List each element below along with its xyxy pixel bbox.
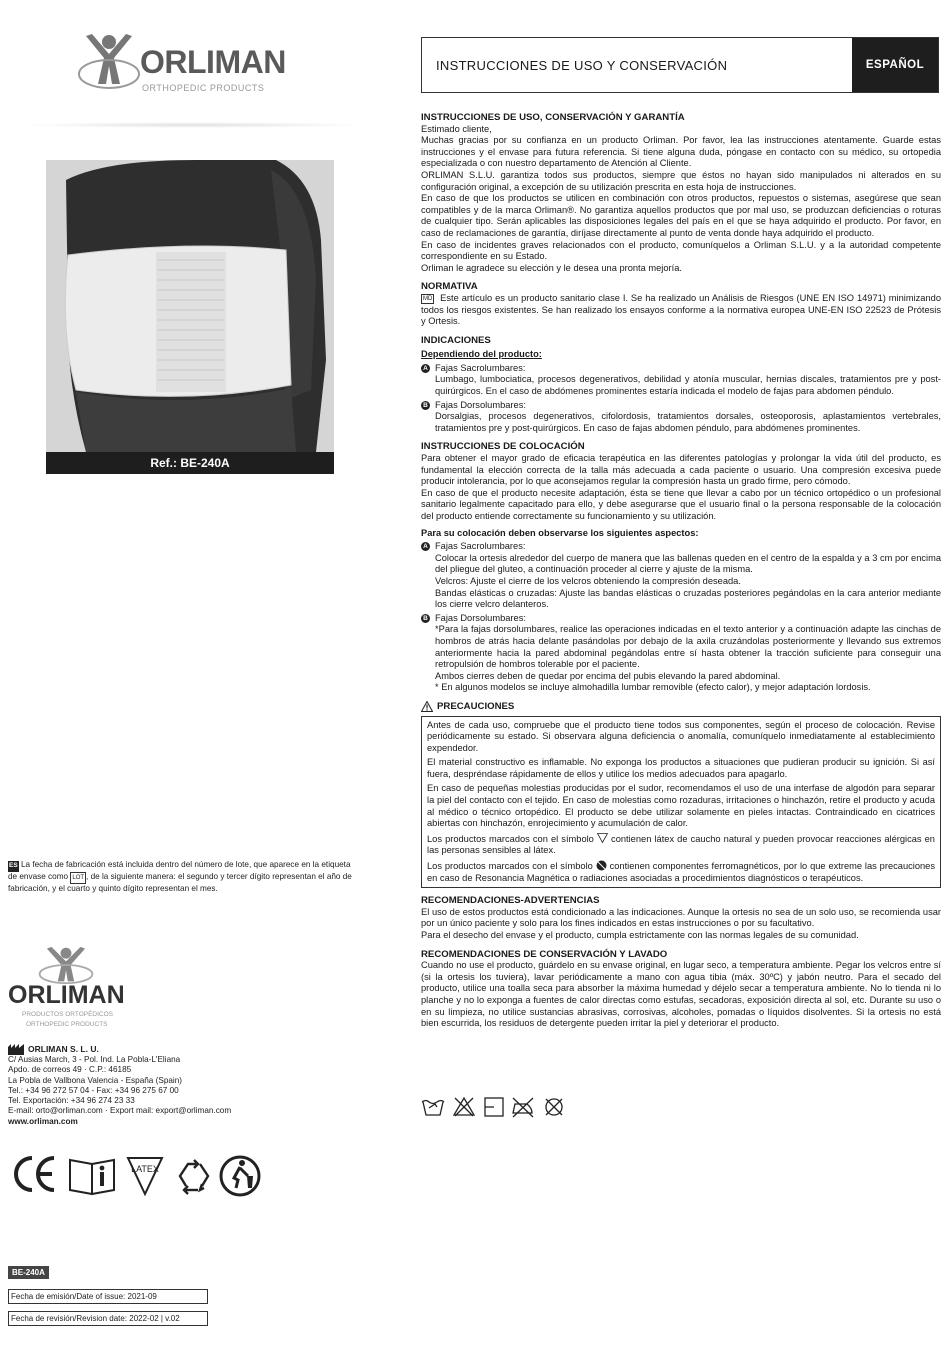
precauciones-box [421, 716, 941, 889]
precauciones-p5a: Los productos marcados con el símbolo [427, 861, 593, 872]
lot-symbol: LOT [70, 872, 86, 885]
product-photo [46, 160, 334, 452]
orliman-figure-icon [78, 28, 140, 90]
recomendaciones-title: RECOMENDACIONES-ADVERTENCIAS [421, 895, 600, 907]
precauciones-title: PRECAUCIONES [437, 700, 515, 712]
usage-p2: ORLIMAN S.L.U. garantiza todos sus productos, siempre que éstos no hayan sido manipulados ni alterados en su configuración original, a excepción de su utilización prescrita en esta hoja de instrucciones. [421, 169, 941, 192]
latex-icon [128, 1158, 162, 1194]
language-badge: ES [8, 861, 19, 872]
lot-note-text-after: , de la siguiente manera: el segundo y tercer dígito representan el año de fabricación, y el cuarto y quinto dígito representan el mes. [8, 871, 352, 893]
brand-subtitle: ORTHOPEDIC PRODUCTS [142, 83, 265, 93]
hand-wash-icon [422, 1101, 444, 1116]
company-address2: Apdo. de correos 49 · C.P.: 46185 [8, 1065, 132, 1075]
usage-greeting: Estimado cliente, [421, 123, 492, 134]
bullet-b-icon: B [421, 401, 430, 410]
colocacion-b-l2: Ambos cierres deben de quedar por encima del pubis elevando la pared abdominal. [435, 670, 781, 681]
document-title: INSTRUCCIONES DE USO Y CONSERVACIÓN [436, 58, 728, 73]
brand-name-bottom: ORLIMAN [8, 981, 125, 1009]
precauciones-p1: Antes de cada uso, compruebe que el producto tiene todos sus componentes, según el proceso de colocación. Revise periódicamente su estado. Si observara alguna deficiencia o anomalía, comuníquelo inmediatamente al establecimiento expendedor. [427, 719, 935, 753]
bullet-a-icon: A [421, 542, 430, 551]
usage-p5: Orliman le agradece su elección y le desea una pronta mejoría. [421, 262, 682, 273]
bullet-b-icon: B [421, 614, 430, 623]
normativa-title: NORMATIVA [421, 281, 478, 293]
orliman-logo-top [78, 28, 308, 98]
mri-unsafe-icon [596, 860, 607, 871]
colocacion-a-l3: Bandas elásticas o cruzadas: Ajuste las bandas elásticas o cruzadas posteriores pegándolas en la cara anterior mediante los cierre velcro delanteros. [435, 587, 941, 610]
colocacion-p2: En caso de que el producto necesite adaptación, ésta se tiene que llevar a cabo por un técnico ortopédico o un profesional sanitario legalmente capacitado para ello, y debe asegurarse que el usuario final o la persona responsable de la colocación del producto entiende correctamente su funcionamiento y su utilización. [421, 487, 941, 521]
language-label: ESPAÑOL [852, 38, 938, 92]
no-tumble-dry-icon [485, 1098, 503, 1116]
recycle-icon [180, 1160, 208, 1194]
colocacion-b-title: Fajas Dorsolumbares: [435, 612, 526, 623]
precauciones-p5b: contienen componentes ferromagnéticos, por lo que extreme las precauciones en caso de Resonancia Magnética o radiaciones asociadas a procedimientos diagnósticos o terapéuticos. [427, 861, 935, 883]
indicaciones-b-text: Dorsalgias, procesos degenerativos, cifolordosis, tratamientos dorsales, osteoporosis, aplastamientos vertebrales, tratamientos pre y post-quirúrgicos. En caso de fajas abdomen péndulo, para abdómenes prominentes. [435, 411, 941, 433]
precauciones-p2: El material constructivo es inflamable. No exponga los productos a situaciones que pudieran producir su ignición. Si así fuera, despréndase rápidamente de ellos y utilice los medios adecuados para apagarlo. [427, 757, 935, 779]
latex-label: LATEX [131, 1164, 159, 1174]
company-email[interactable]: E-mail: orto@orliman.com · Export mail: export@orliman.com [8, 1106, 232, 1116]
usage-p4: En caso de incidentes graves relacionados con el producto, comuníquelos a Orliman S.L.U. y a la autoridad competente correspondiente en su Estado. [421, 239, 941, 262]
colocacion-p1: Para obtener el mayor grado de eficacia terapéutica en las diferentes patologías y prolongar la vida útil del producto, es fundamental la elección correcta de la talla más adecuada a cada paciente o usuario. Una compresión excesiva puede producir intolerancia, por lo que aconsejamos regular la compresión hasta un grado firme, pero cómodo. [421, 453, 941, 487]
colocacion-aspects: Para su colocación deben observarse los siguientes aspectos: [421, 527, 699, 538]
product-ref-label: Ref.: BE-240A [46, 452, 334, 474]
colocacion-b-l3: * En algunos modelos se incluye almohadilla lumbar removible (efecto calor), y mejor adaptación lordosis. [435, 682, 871, 693]
md-symbol: MD [423, 295, 433, 302]
company-address3: La Pobla de Vallbona Valencia - España (Spain) [8, 1075, 183, 1085]
manufacturer-icon [8, 1044, 24, 1055]
instructions-book-icon [70, 1160, 114, 1194]
document-header [421, 37, 939, 93]
colocacion-b-l1: *Para la fajas dorsolumbares, realice las operaciones indicadas en el texto anterior y a continuación adapte las cinchas de hombros de atrás hacia delante pasándolas por debajo de la axila cruzándolas posteriormente y llevando sus extremos anteriormente hacia la pared abdominal pegándolas entre sí hasta obtener la tracción suficiente para conseguir una retropulsión de hombros tolerable por el paciente. [435, 624, 941, 670]
latex-small-icon [597, 833, 608, 843]
company-export-phone: Tel. Exportación: +34 96 274 23 33 [8, 1096, 135, 1106]
usage-title: INSTRUCCIONES DE USO, CONSERVACIÓN Y GARANTÍA [421, 112, 685, 123]
usage-p1: Muchas gracias por su confianza en un producto Orliman. Por favor, lea las instrucciones atentamente. Guarde estas instrucciones y el envase para futura referencia. Si tiene alguna duda, póngase en contacto con su médico, su ortopedia especializada o con nuestro departamento de Atención al Cliente. [421, 135, 941, 169]
recomendaciones-p1: El uso de estos productos está condicionado a las indicaciones. Aunque la ortesis no sea de un solo uso, se recomienda usar por un único paciente y solo para los fines indicados en estas instrucciones o por su facultativo. [421, 906, 941, 929]
colocacion-title: INSTRUCCIONES DE COLOCACIÓN [421, 441, 585, 453]
divider-shadow [18, 122, 368, 128]
dispose-bin-icon [221, 1157, 259, 1195]
colocacion-a-l2: Velcros: Ajuste el cierre de los velcros obteniendo la compresión deseada. [435, 575, 741, 586]
indicaciones-a-text: Lumbago, lumbociatica, procesos degenerativos, debilidad y atonía muscular, hernias discales, tratamientos pre y post-quirúrgicos. En el caso de abdómenes prominentes estaría indicada el modelo de fajas para abdomen péndulo. [435, 374, 941, 397]
precauciones-p3: En caso de pequeñas molestias producidas por el sudor, recomendamos el uso de una interfase de algodón para separar la piel del contacto con el tejido. En caso de molestias como rozaduras, irritaciones o hinchazón, retire el producto y acuda al médico o técnico ortopédico. El producto se debe utilizar solamente en pieles intactas. Contraindicado en cicatrices abiertas con hinchazón, enrojecimiento y acumulación de calor. [427, 783, 935, 829]
brand-sub-en: ORTHOPEDIC PRODUCTS [26, 1021, 108, 1028]
care-symbols [421, 1096, 581, 1118]
colocacion-a-title: Fajas Sacrolumbares: [435, 541, 526, 552]
lot-note-text-before: La fecha de fabricación está incluida dentro del número de lote, que aparece en la etiqueta de envase como [8, 860, 351, 881]
brand-sub-es: PRODUCTOS ORTOPÉDICOS [22, 1011, 114, 1018]
recomendaciones-p2: Para el desecho del envase y el producto, cumpla estrictamente con las normas legales de su comunidad. [421, 930, 859, 940]
brand-name: ORLIMAN [140, 44, 286, 80]
warning-icon [421, 701, 433, 712]
indicaciones-subtitle: Dependiendo del producto: [421, 349, 542, 360]
indicaciones-b-title: Fajas Dorsolumbares: [435, 399, 526, 410]
instructions-content [421, 112, 941, 1030]
lavado-text: Cuando no use el producto, guárdelo en su envase original, en lugar seco, a temperatura ambiente. Pegar los velcros entre sí (si la ortesis los tuviera), lavar periódicamente a mano con agua tibia (máx. 30ºC) y jabón neutro. Para el secado del producto, utilice una toalla seca para absorber la máxima humedad y déjelo secar a temperatura ambiente. No lo tienda ni lo planche y no lo exponga a fuentes de calor directas como estufas, secadoras, exposición directa al sol, etc. Durante su uso o en su limpieza, no utilice sustancias abrasivas, corrosivas, alcoholes, pomadas o líquidos disolventes. Si la ortesis no está bien escurrida, los residuos de detergente pueden irritar la piel y deteriorar el producto. [421, 960, 941, 1029]
normativa-text: Este artículo es un producto sanitario clase I. Se ha realizado un Análisis de Riesgos (UNE EN ISO 14971) minimizando todos los riesgos existentes. Se han realizado los ensayos conforme a la normativa europea UNE-EN ISO 22523 de Prótesis y Ortesis. [421, 292, 941, 327]
regulatory-symbols [8, 1150, 268, 1200]
no-dry-clean-icon [546, 1099, 562, 1115]
precauciones-p4a: Los productos marcados con el símbolo [427, 833, 594, 844]
orliman-figure-icon-bottom [36, 945, 96, 985]
usage-p3: En caso de que los productos se utilicen en combinación con otros productos, repuestos o sistemas, asegúrese que sean compatibles y de la marca Orliman®. No garantiza aquellos productos que por mal uso, se produzcan deficiencias o roturas de cualquier tipo. Serán aplicables las disposiciones legales del país en el que se haya adquirido el producto. Por favor, en caso de reclamaciones de garantía, diríjase directamente al punto de venta donde haya adquirido el producto. [421, 193, 941, 238]
company-name: ORLIMAN S. L. U. [28, 1044, 99, 1055]
bullet-a-icon: A [421, 364, 430, 373]
precauciones-p4b: contienen látex de caucho natural y pueden provocar reacciones alérgicas en las personas sensibles al látex. [427, 833, 935, 856]
no-iron-icon [513, 1098, 533, 1117]
product-code-badge: BE-240A [8, 1266, 49, 1279]
company-phone: Tel.: +34 96 272 57 04 - Fax: +34 96 275 67 00 [8, 1085, 179, 1095]
ce-mark-icon [16, 1158, 54, 1190]
indicaciones-title: INDICACIONES [421, 334, 491, 346]
lavado-title: RECOMENDACIONES DE CONSERVACIÓN Y LAVADO [421, 948, 668, 960]
company-info [8, 1044, 308, 1127]
company-web[interactable]: www.orliman.com [8, 1116, 78, 1126]
issue-date: Fecha de emisión/Date of issue: 2021-09 [8, 1289, 208, 1304]
indicaciones-a-title: Fajas Sacrolumbares: [435, 362, 526, 373]
no-bleach-icon [454, 1098, 474, 1116]
lot-note [8, 860, 353, 895]
revision-date: Fecha de revisión/Revision date: 2022-02 | v.02 [8, 1311, 208, 1326]
colocacion-a-l1: Colocar la ortesis alrededor del cuerpo de manera que las ballenas queden en el centro de la espalda y a 3 cm por encima del pliegue del gluteo, a continuación proceder al cierre y ajuste de la misma. [435, 552, 941, 575]
company-address1: C/ Ausias March, 3 - Pol. Ind. La Pobla-L'Eliana [8, 1055, 181, 1064]
